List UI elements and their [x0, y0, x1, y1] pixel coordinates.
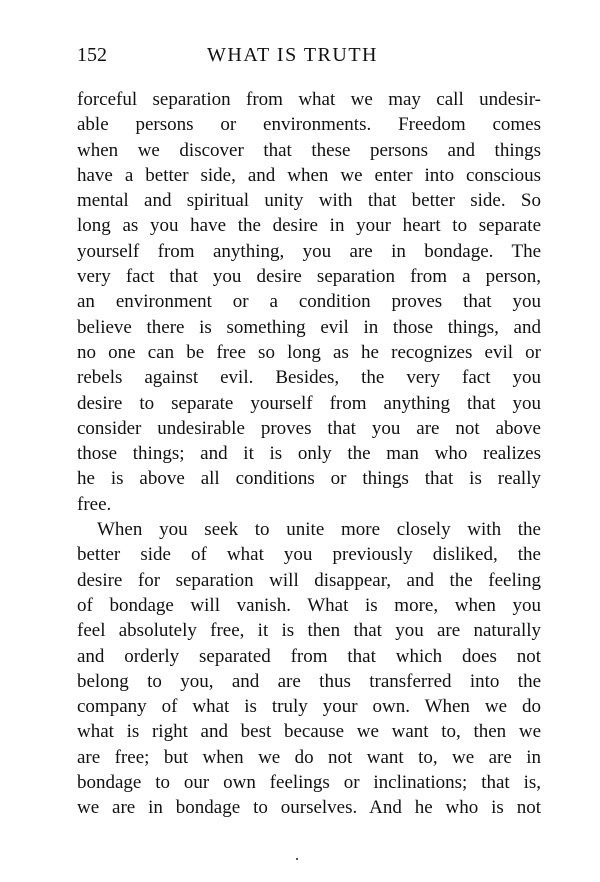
- text-line: no one can be free so long as he recognizes evil or: [77, 341, 541, 363]
- text-line: bondage to our own feelings or inclinations; that is,: [77, 772, 541, 794]
- text-line: desire to separate yourself from anything that you: [77, 392, 541, 414]
- text-line: an environment or a condition proves that you: [77, 291, 541, 313]
- text-line: are free; but when we do not want to, we are in: [77, 746, 541, 768]
- text-line: long as you have the desire in your heart to separate: [77, 215, 541, 237]
- text-line: of bondage will vanish. What is more, when you: [77, 594, 541, 616]
- page-header: [77, 40, 541, 70]
- running-title: WHAT IS TRUTH: [207, 44, 378, 66]
- text-line: he is above all conditions or things that is really: [77, 468, 541, 490]
- text-line: what is right and best because we want to, then we: [77, 721, 541, 743]
- text-line: feel absolutely free, it is then that you are naturally: [77, 620, 541, 642]
- text-line: desire for separation will disappear, and the feeling: [77, 569, 541, 591]
- text-line: very fact that you desire separation from a person,: [77, 266, 541, 288]
- text-line: rebels against evil. Besides, the very fact you: [77, 367, 541, 389]
- text-line: free.: [77, 493, 112, 515]
- text-line: better side of what you previously disliked, the: [77, 544, 541, 566]
- text-line: when we discover that these persons and things: [77, 139, 541, 161]
- text-line: believe there is something evil in those things, and: [77, 316, 541, 338]
- text-line: have a better side, and when we enter into conscious: [77, 164, 541, 186]
- text-line: When you seek to unite more closely with the: [97, 519, 541, 541]
- text-line: consider undesirable proves that you are not above: [77, 417, 541, 439]
- text-line: forceful separation from what we may call undesir-: [77, 89, 541, 110]
- text-line: yourself from anything, you are in bondage. The: [77, 240, 541, 262]
- text-line: belong to you, and are thus transferred into the: [77, 670, 541, 692]
- text-line: able persons or environments. Freedom comes: [77, 114, 541, 136]
- text-line: company of what is truly your own. When we do: [77, 696, 541, 718]
- paragraph: [77, 517, 541, 821]
- text-line: and orderly separated from that which does not: [77, 645, 541, 667]
- scan-speck: [296, 858, 298, 860]
- text-line: we are in bondage to ourselves. And he who is not: [77, 797, 541, 819]
- text-line: mental and spiritual unity with that better side. So: [77, 190, 541, 212]
- paragraph: [77, 87, 541, 517]
- page-body: [77, 87, 541, 821]
- text-line: those things; and it is only the man who realizes: [77, 443, 541, 465]
- page-number: 152: [77, 44, 107, 66]
